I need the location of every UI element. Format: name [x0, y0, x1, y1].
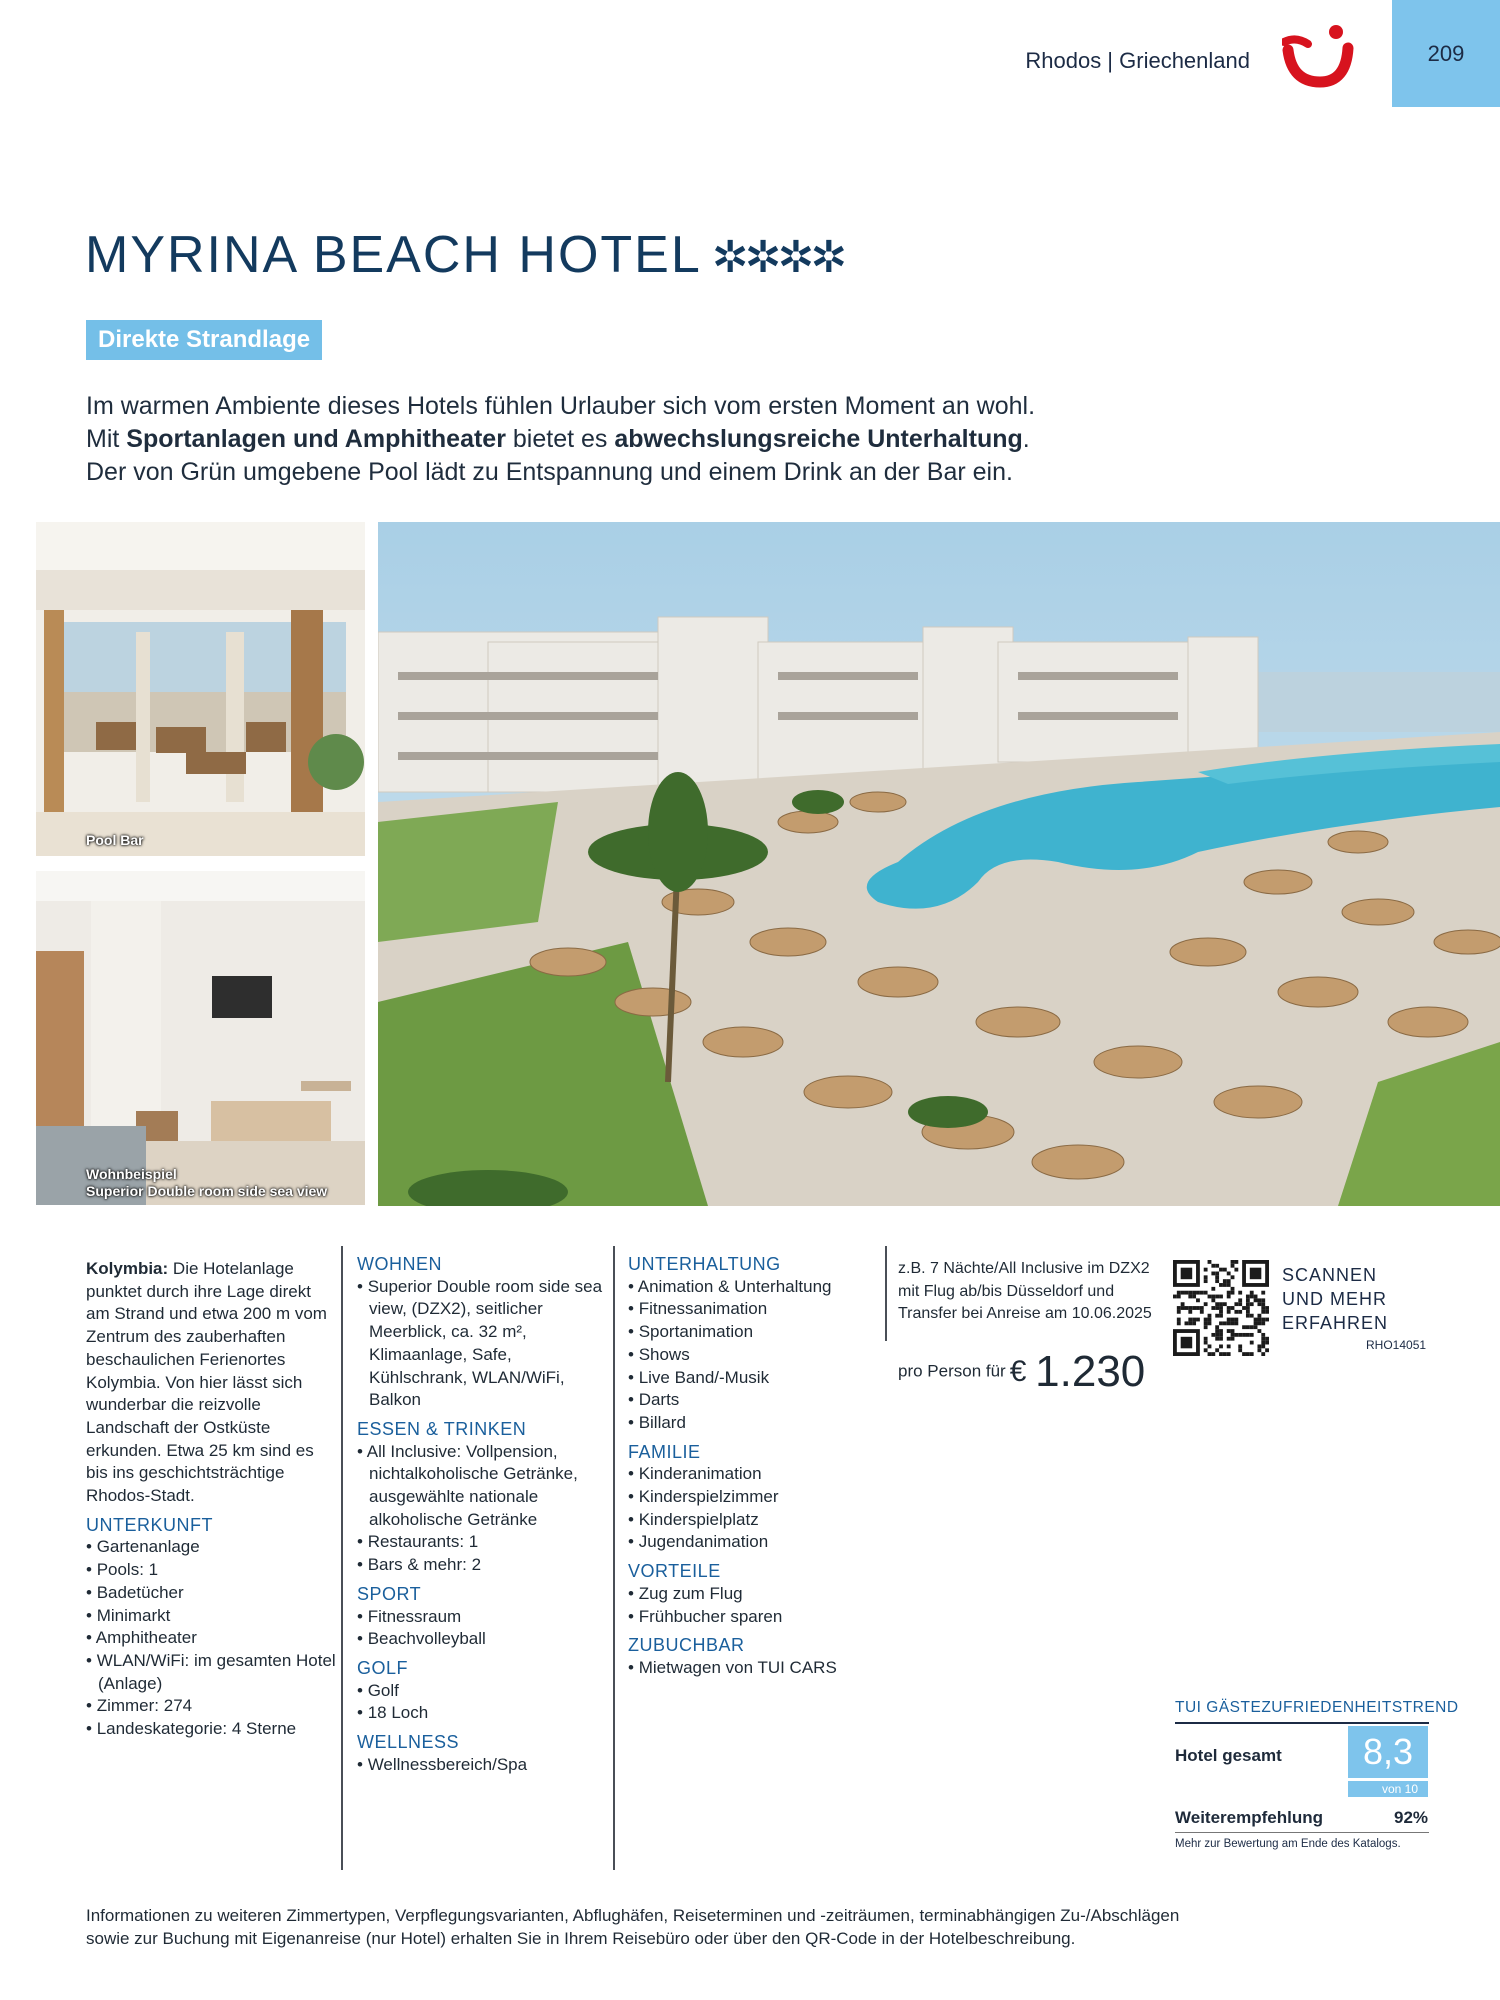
list-item: • Kinderanimation	[628, 1463, 878, 1486]
currency-symbol: €	[1009, 1355, 1027, 1388]
pool-bar-caption: Pool Bar	[86, 832, 144, 848]
column-entertainment	[628, 1253, 878, 1680]
divider	[1175, 1832, 1429, 1833]
wohnen-heading: WOHNEN	[357, 1254, 442, 1274]
rating-scale: von 10	[1348, 1781, 1428, 1797]
list-item: • Darts	[628, 1389, 878, 1412]
list-item: • Wellnessbereich/Spa	[357, 1754, 607, 1777]
footer-note: Informationen zu weiteren Zimmertypen, Verpflegungsvarianten, Abflughäfen, Reiseterminen und -zeiträumen, terminabhängigen Zu-/Abschlägen sowie zur Buchung mit Eigenanreise (nur Hotel) erhalten Sie in Ihrem Reisebüro oder über den QR-Code in der Hotelbeschreibung.	[86, 1906, 1180, 1948]
list-item: • Fitnessraum	[357, 1606, 607, 1629]
divider	[1175, 1722, 1429, 1724]
intro-line-2: Mit Sportanlagen und Amphitheater bietet es abwechslungsreiche Unterhaltung.	[86, 425, 1030, 453]
list-item: • Restaurants: 1	[357, 1531, 607, 1554]
rating-note: Mehr zur Bewertung am Ende des Katalogs.	[1175, 1838, 1401, 1850]
column-location	[86, 1258, 336, 1741]
hotel-title	[85, 225, 843, 285]
pool-bar-photo	[36, 522, 365, 856]
golf-heading: GOLF	[357, 1657, 409, 1678]
recommendation-label: Weiterempfehlung	[1175, 1808, 1323, 1827]
list-item: • WLAN/WiFi: im gesamten Hotel (Anlage)	[86, 1650, 336, 1695]
scan-prompt: SCANNEN UND MEHR ERFAHREN	[1282, 1265, 1389, 1333]
list-item: • Zimmer: 274	[86, 1695, 336, 1718]
qr-code-icon[interactable]	[1173, 1260, 1269, 1356]
list-item: • Pools: 1	[86, 1559, 336, 1582]
price-row	[898, 1347, 1145, 1397]
intro-line-3: Der von Grün umgebene Pool lädt zu Entspannung und einem Drink an der Bar ein.	[86, 458, 1013, 486]
unterhaltung-heading: UNTERHALTUNG	[628, 1254, 781, 1274]
price-value: 1.230	[1035, 1347, 1146, 1396]
list-item: • Jugendanimation	[628, 1531, 878, 1554]
list-item: • Gartenanlage	[86, 1536, 336, 1559]
room-caption: Wohnbeispiel Superior Double room side sea view	[86, 1166, 328, 1199]
list-item: • Superior Double room side sea view, (DZX2), seitlicher Meerblick, ca. 32 m², Klimaanlage, Safe, Kühlschrank, WLAN/WiFi, Balkon	[357, 1276, 607, 1412]
resort-pool-photo	[378, 522, 1500, 1206]
wellness-heading: WELLNESS	[357, 1732, 460, 1753]
list-item: • All Inclusive: Vollpension, nichtalkoholische Getränke, ausgewählte nationale alkoholische Getränke	[357, 1441, 607, 1532]
recommendation-value: 92%	[1394, 1808, 1429, 1827]
rating-title: TUI GÄSTEZUFRIEDENHEITSTREND	[1175, 1699, 1459, 1716]
rating-score: 8,3	[1348, 1726, 1428, 1778]
sport-heading: SPORT	[357, 1583, 422, 1604]
beach-location-badge: Direkte Strandlage	[86, 320, 322, 360]
list-item: • Landeskategorie: 4 Sterne	[86, 1718, 336, 1741]
column-amenities	[357, 1253, 607, 1776]
list-item: • Sportanimation	[628, 1321, 878, 1344]
overall-rating-label: Hotel gesamt	[1175, 1746, 1282, 1765]
list-item: • Animation & Unterhaltung	[628, 1276, 878, 1299]
header-region: Rhodos | Griechenland	[1025, 48, 1250, 73]
column-divider	[341, 1246, 343, 1870]
column-divider	[885, 1246, 887, 1341]
offer-code: RHO14051	[1366, 1338, 1427, 1352]
unterkunft-list	[86, 1536, 336, 1740]
list-item: • Zug zum Flug	[628, 1583, 878, 1606]
tui-logo	[1282, 22, 1354, 92]
list-item: • Kinderspielplatz	[628, 1509, 878, 1532]
list-item: • Kinderspielzimmer	[628, 1486, 878, 1509]
list-item: • Amphitheater	[86, 1627, 336, 1650]
page-number: 209	[1392, 0, 1500, 107]
list-item: • Billard	[628, 1412, 878, 1435]
list-item: • Shows	[628, 1344, 878, 1367]
column-divider	[613, 1246, 615, 1870]
list-item: • Mietwagen von TUI CARS	[628, 1657, 878, 1680]
star-rating: ✲✲✲✲	[711, 233, 844, 282]
location-text: Kolymbia: Die Hotelanlage punktet durch ihre Lage direkt am Strand und etwa 200 m vom Zentrum des zauberhaften beschaulichen Ferienortes Kolymbia. Von hier lässt sich wunderbar die reizvolle Landschaft der Ostküste erkunden. Etwa 25 km sind es bis ins geschichtsträchtige Rhodos-Stadt.	[86, 1259, 327, 1506]
price-prefix: pro Person für	[898, 1361, 1006, 1381]
list-item: • Minimarkt	[86, 1605, 336, 1628]
essen-heading: ESSEN & TRINKEN	[357, 1418, 527, 1439]
intro-line-1: Im warmen Ambiente dieses Hotels fühlen Urlauber sich vom ersten Moment an wohl.	[86, 392, 1036, 420]
list-item: • Bars & mehr: 2	[357, 1554, 607, 1577]
familie-heading: FAMILIE	[628, 1441, 701, 1462]
list-item: • Golf	[357, 1680, 607, 1703]
offer-text: z.B. 7 Nächte/All Inclusive im DZX2 mit Flug ab/bis Düsseldorf und Transfer bei Anreise am 10.06.2025	[898, 1260, 1152, 1322]
list-item: • Beachvolleyball	[357, 1628, 607, 1651]
list-item: • Fitnessanimation	[628, 1298, 878, 1321]
hotel-name: MYRINA BEACH HOTEL	[85, 226, 702, 284]
zubuchbar-heading: ZUBUCHBAR	[628, 1635, 745, 1656]
list-item: • 18 Loch	[357, 1702, 607, 1725]
intro-text	[86, 390, 1086, 489]
vorteile-heading: VORTEILE	[628, 1561, 721, 1582]
list-item: • Frühbucher sparen	[628, 1606, 878, 1629]
unterkunft-heading: UNTERKUNFT	[86, 1514, 213, 1535]
list-item: • Live Band/-Musik	[628, 1367, 878, 1390]
list-item: • Badetücher	[86, 1582, 336, 1605]
room-photo	[36, 871, 365, 1205]
